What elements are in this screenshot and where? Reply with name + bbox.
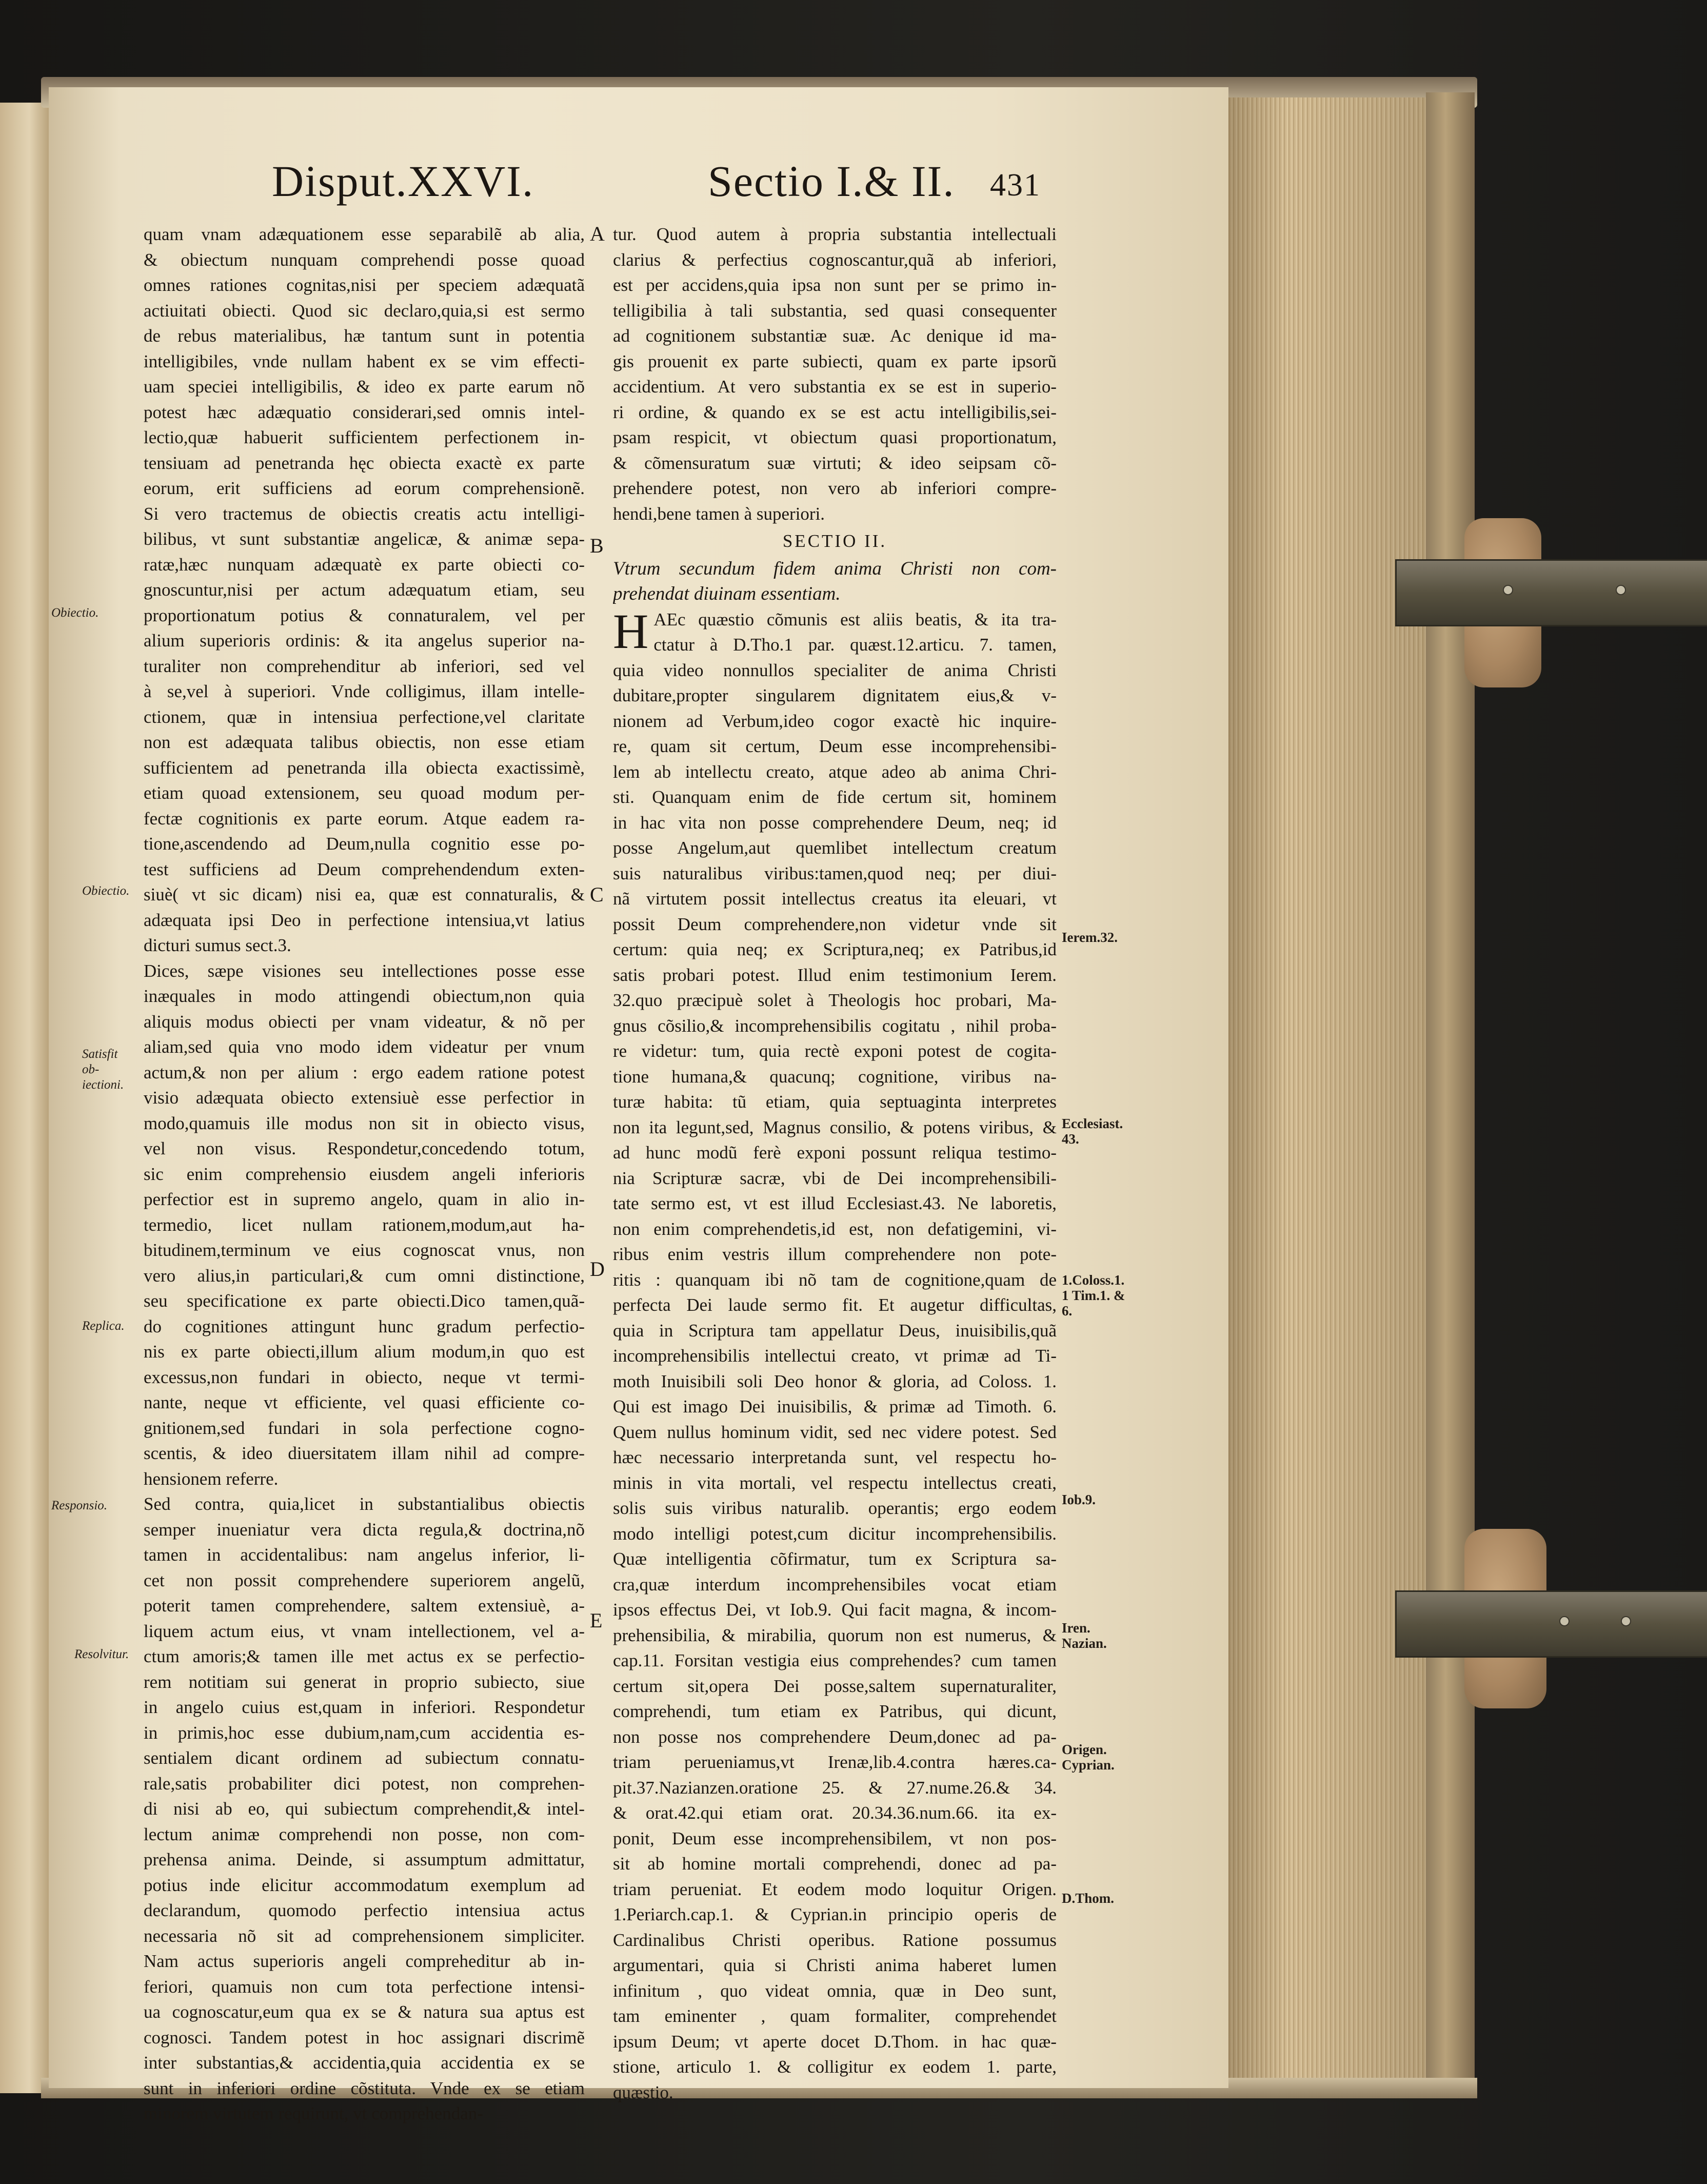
section-body: [613, 603, 1057, 2106]
text-line: gnus cõsilio,& incomprehensibilis cogitatu , nihil proba-: [613, 1015, 1057, 1036]
text-line: nã virtutem possit intellectus creatus ita eleuari, vt: [613, 889, 1057, 909]
text-line: lectio,quæ habuerit sufficientem perfectionem in-: [144, 427, 585, 447]
text-line: est per accidens,quia ipsa non sunt per se primo in-: [613, 275, 1057, 295]
text-line: quam vnam adæquationem esse separabilẽ ab alia,: [144, 224, 585, 244]
text-line: hensionem referre.: [144, 1468, 279, 1489]
text-line: cet non possit comprehendere superiorem angelũ,: [144, 1570, 585, 1590]
text-line: tate sermo est, vt est illud Ecclesiast.43. Ne laboretis,: [613, 1193, 1057, 1213]
text-line: sti. Quanquam enim de fide certum sit, hominem: [613, 787, 1057, 807]
text-line: potius inde elicitur accommodatum exemplum ad: [144, 1875, 585, 1895]
text-line: non est adæquata talibus obiectis, non esse etiam: [144, 732, 585, 752]
drop-capital: H: [613, 603, 649, 659]
text-line: liquem actum eius, vt vnam intellectionem, vel a-: [144, 1621, 585, 1641]
margin-note-right-dthom: D.Thom.: [1062, 1891, 1115, 1906]
question-line: prehendat diuinam essentiam.: [613, 583, 841, 604]
text-line: argumentari, quia si Christi anima haberet lumen: [613, 1955, 1057, 1975]
section-letter-d: D: [590, 1257, 605, 1281]
text-line: ri ordine, & quando ex se est actu intelligibilis,sei-: [613, 402, 1057, 422]
text-line: uam speciei intelligibilis, & ideo ex parte earum nõ: [144, 377, 585, 397]
text-line: tamen in accidentalibus: nam angelus inferior, li-: [144, 1545, 585, 1565]
text-line: perfecta Dei laude sermo fit. Et augetur difficultas,: [613, 1295, 1057, 1315]
text-line: quia video nonnullos specialiter de anima Christi: [613, 660, 1057, 680]
text-line: cap.11. Forsitan vestigia eius comprehendes? cum tamen: [613, 1650, 1057, 1670]
text-line: non posse nos comprehendere Deum,donec ad pa-: [613, 1726, 1057, 1747]
margin-note-right-iren: Iren. Nazian.: [1062, 1620, 1107, 1651]
text-line: poterit tamen comprehendere, saltem extensiuè, a-: [144, 1596, 585, 1616]
text-line: clarius & perfectius cognoscantur,quã ab inferiori,: [613, 249, 1057, 270]
text-line: ctum amoris;& tamen ille met actus ex se perfectio-: [144, 1646, 585, 1666]
text-line: incomprehensibilis intellectui creato, vt primæ ad Ti-: [613, 1346, 1057, 1366]
text-line: feriori, quamuis non cum tota perfectione intensi-: [144, 1976, 585, 1997]
text-line: possit Deum comprehendere,non videtur vnde sit: [613, 914, 1057, 934]
text-line: termedio, licet nullam rationem,modum,aut ha-: [144, 1214, 585, 1235]
text-line: pit.37.Nazianzen.oratione 25. & 27.nume.26.& 34.: [613, 1777, 1057, 1798]
text-line: tensiuam ad penetranda hęc obiecta exactè ex parte: [144, 452, 585, 473]
text-line: sic enim comprehensio eiusdem angeli inferioris: [144, 1164, 585, 1184]
text-line: quia in Scriptura tam appellatur Deus, inuisibilis,quã: [613, 1320, 1057, 1341]
section-letter-a: A: [590, 222, 605, 245]
text-line: sufficientem ad penetranda illa obiecta exactissimè,: [144, 757, 585, 778]
section-heading: SECTIO II.: [782, 531, 887, 551]
text-line: 1.Periarch.cap.1. & Cyprian.in principio operis de: [613, 1904, 1057, 1924]
text-line: nante, neque vt efficiente, vel quasi efficiente co-: [144, 1392, 585, 1412]
text-line: excessus,non fundari in obiecto, neque vt termi-: [144, 1367, 585, 1387]
margin-note-left-6: Resolvitur.: [74, 1647, 129, 1661]
text-line: non ita legunt,sed, Magnus consilio, & potens viribus, &: [613, 1117, 1057, 1137]
text-line: nia Scripturæ sacræ, vbi de Dei incomprehensibili-: [613, 1168, 1057, 1188]
margin-note-left-1: Obiectio.: [51, 606, 99, 620]
text-line: inæquales in modo attingendi obiectum,non quia: [144, 986, 585, 1006]
text-line: in hac vita non posse comprehendere Deum, neq; id: [613, 812, 1057, 833]
question-line: Vtrum secundum fidem anima Christi non com-: [613, 558, 1057, 579]
text-line: ctatur à D.Tho.1 par. quæst.12.articu. 7. tamen,: [653, 635, 1057, 655]
text-line: infinitum , quo videat omnia, quæ in Deo sunt,: [613, 1980, 1057, 2001]
text-line: Nam actus superioris angeli compreheditur ab in-: [144, 1951, 585, 1971]
text-line: & cõmensuratum suæ virtuti; & ideo seipsam cõ-: [613, 452, 1057, 473]
text-line: in primis,hoc esse dubium,nam,cum accidentia es-: [144, 1722, 585, 1743]
text-line: sentialem dicant ordinem ad subiectum connatu-: [144, 1748, 585, 1768]
text-line: bitudinem,terminum ve eius cognoscat vnus, non: [144, 1240, 585, 1260]
text-line: vero alius,in particulari,& cum omni distinctione,: [144, 1265, 585, 1286]
text-line: turaliter non comprehenditur ab inferiori, sed vel: [144, 656, 585, 676]
text-line: omnes rationes cognitas,nisi per speciem adæquatã: [144, 275, 585, 295]
text-line: posse Angelum,aut quemlibet intellectum creatum: [613, 838, 1057, 858]
text-line: visio adæquata obiecto extensiuè esse perfectior in: [144, 1088, 585, 1108]
text-line: de rebus materialibus, hæ tantum sunt in potentia: [144, 326, 585, 346]
page-number: 431: [990, 168, 1041, 203]
text-line: di nisi ab eo, qui subiectum comprehendit,& intel-: [144, 1799, 585, 1819]
left-column-text: [144, 222, 585, 2127]
text-line: aliam,sed quia vno modo idem videatur per vnum: [144, 1037, 585, 1057]
text-line: Sed contra, quia,licet in substantialibus obiectis: [144, 1494, 585, 1514]
text-line: intelligibiles, vnde nullam habent ex se vim effecti-: [144, 351, 585, 371]
text-line: re, quam sit certum, Deum esse incomprehensibi-: [613, 736, 1057, 756]
text-line: cognosci. Tandem potest in hoc assignari discrimẽ: [144, 2027, 585, 2048]
text-line: quæstio.: [613, 2082, 673, 2102]
text-line: prehendere potest, non vero ab inferiori compre-: [613, 478, 1057, 498]
margin-note-left-2: Obiectio.: [82, 884, 130, 898]
text-line: ua cognoscatur,eum qua ex se & natura sua aptus est: [144, 2002, 585, 2022]
margin-note-right-origen: Origen. Cyprian.: [1062, 1742, 1115, 1773]
right-column-text: [613, 222, 1057, 2105]
text-line: declarandum, quomodo perfectio intensiua actus: [144, 1900, 585, 1920]
text-line: hendi,bene tamen à superiori.: [613, 503, 825, 524]
text-line: siuè( vt sic dicam) nisi ea, quæ est connaturalis, &: [144, 884, 585, 904]
margin-note-right-ierem: Ierem.32.: [1062, 930, 1118, 945]
text-line: & orat.42.qui etiam orat. 20.34.36.num.66. ita ex-: [613, 1803, 1057, 1823]
text-line: ratæ,hæc nunquam adæquatè ex parte obiecti co-: [144, 554, 585, 575]
text-line: gnitionem,sed fundari in sola perfectione cogno-: [144, 1418, 585, 1438]
text-line: lem ab intellectu creato, atque adeo ab anima Chri-: [613, 761, 1057, 782]
text-line: vel non visus. Respondetur,concedendo totum,: [144, 1138, 585, 1158]
text-line: actiuitati obiecti. Quod sic declaro,quia,si est sermo: [144, 300, 585, 321]
text-line: gnoscuntur,nisi per actum adæquatum etiam, seu: [144, 580, 585, 600]
text-line: modo,quamuis ille modus non sit in obiecto visus,: [144, 1113, 585, 1133]
text-line: re videtur: tum, quia rectè exponi potest de cogita-: [613, 1041, 1057, 1061]
text-line: potest hæc adæquatio considerari,sed omnis intel-: [144, 402, 585, 422]
text-line: nis ex parte obiecti,illum alium modum,in quo est: [144, 1342, 585, 1362]
text-line: ipsos effectus Dei, vt Iob.9. Qui facit magna, & incom-: [613, 1600, 1057, 1620]
text-line: tur. Quod autem à propria substantia intellectuali: [613, 224, 1057, 244]
text-line: turæ habita: tũ etiam, quia septuaginta interpretes: [613, 1092, 1057, 1112]
text-line: Qui est imago Dei inuisibilis, & primæ ad Timoth. 6.: [613, 1396, 1057, 1416]
text-line: nionem ad Verbum,ideo cogor exactè hic inquire-: [613, 711, 1057, 731]
text-line: adæquata ipsi Deo in perfectione intensiua,vt latius: [144, 910, 585, 930]
text-line: dubitare,propter singularem dignitatem eius,& v-: [613, 685, 1057, 705]
section-letter-b: B: [590, 534, 604, 557]
text-line: ponit, Deum esse incomprehensibilem, vt non pos-: [613, 1828, 1057, 1848]
text-line: Cardinalibus Christi operibus. Ratione possumus: [613, 1930, 1057, 1950]
text-line: necessaria nõ sit ad comprehensionem simpliciter.: [144, 1925, 585, 1946]
text-line: ipsum Deum; vt aperte docet D.Thom. in hac quæ-: [613, 2031, 1057, 2052]
text-line: non enim comprehendetis,id est, non defatigemini, vi-: [613, 1218, 1057, 1239]
text-line: psam respicit, vt obiectum quasi proportionatum,: [613, 427, 1057, 447]
text-line: certum: quia neq; ex Scriptura,neq; ex Patribus,id: [613, 939, 1057, 959]
text-line: ad hunc modũ ferè exponi possunt reliqua testimo-: [613, 1143, 1057, 1163]
section-letter-c: C: [590, 883, 604, 906]
text-line: suis naturalibus viribus:tamen,quod neq; per diui-: [613, 863, 1057, 883]
text-line: hæc necessario interpretanda sunt, vel respectu ho-: [613, 1447, 1057, 1467]
text-line: Quem nullus hominum vidit, sed nec videre potest. Sed: [613, 1422, 1057, 1442]
text-line: tione,ascendendo ad Deum,nulla cognitio esse po-: [144, 834, 585, 854]
text-line: perfectior est in supremo angelo, quam in alio in-: [144, 1189, 585, 1209]
text-line: stione, articulo 1. & colligitur ex eodem 1. parte,: [613, 2057, 1057, 2077]
binding-edge: [1426, 92, 1475, 2093]
text-line: triam perueniat. Et eodem modo loquitur Origen.: [613, 1879, 1057, 1899]
text-line: ad cognitionem substantiæ suæ. Ac denique id ma-: [613, 326, 1057, 346]
margin-note-right-iob: Iob.9.: [1062, 1492, 1096, 1507]
text-line: ritis : quanquam ibi nõ tam de cognitione,quam de: [613, 1269, 1057, 1290]
left-page-edge: [0, 103, 50, 2093]
margin-note-right-coloss: 1.Coloss.1. 1 Tim.1. & 6.: [1062, 1272, 1125, 1319]
text-line: 32.quo præcipuè solet à Theologis hoc probari, Ma-: [613, 990, 1057, 1010]
text-line: certum sit,opera Dei posse,saltem supernaturaliter,: [613, 1676, 1057, 1696]
text-line: gis prouenit ex parte subiecti, quam ex parte ipsorũ: [613, 351, 1057, 371]
text-line: minis in vita mortali, vel respectu intellectus creati,: [613, 1472, 1057, 1493]
text-line: test sufficiens ad Deum comprehendendum exten-: [144, 859, 585, 879]
margin-note-left-3: Satisfit ob-iectioni.: [82, 1047, 124, 1092]
text-line: actum,& non per alium : ergo eadem ratione potest: [144, 1062, 585, 1083]
text-line: scentis, & ideo diuersitatem illam nihil ad compre-: [144, 1443, 585, 1463]
text-line: eorum, erit sufficiens ad eorum comprehensionẽ.: [144, 478, 585, 498]
text-line: AEc quæstio cõmunis est aliis beatis, & ita tra-: [653, 609, 1057, 629]
text-line: sit ab homine mortali comprehendi, donec ad pa-: [613, 1854, 1057, 1874]
text-line: minorem virtutem requirunt, vt comprehendan-: [144, 2103, 483, 2123]
section-question: [613, 556, 1057, 607]
text-line: accidentium. At vero substantia ex se est in superio-: [613, 377, 1057, 397]
text-line: bilibus, vt sunt substantiæ angelicæ, & animæ sepa-: [144, 529, 585, 549]
text-line: proportionatum potius & connaturalem, vel per: [144, 605, 585, 625]
text-line: prehensibilia, & mirabilia, quorum non est numerus, &: [613, 1625, 1057, 1645]
text-line: à se,vel à superiori. Vnde colligimus, illam intelle-: [144, 681, 585, 701]
text-line: sunt in inferiori ordine cõstituta. Vnde ex se etiam: [144, 2078, 585, 2098]
text-line: lectum animæ comprehendi non posse, non com-: [144, 1824, 585, 1844]
text-line: alium superioris ordinis: & ita angelus superior na-: [144, 631, 585, 651]
text-line: seu specificatione ex parte obiecti.Dico tamen,quã-: [144, 1291, 585, 1311]
text-line: telligibilia à tali substantia, sed quasi consequenter: [613, 300, 1057, 321]
text-line: tione humana,& quacunq; cognitione, viribus na-: [613, 1066, 1057, 1087]
text-line: Si vero tractemus de obiectis creatis actu intelligi-: [144, 503, 585, 524]
text-line: prehensa anima. Deinde, si assumptum admittatur,: [144, 1849, 585, 1870]
text-line: ribus enim vestris illum comprehendere non pote-: [613, 1244, 1057, 1264]
text-line: solis suis viribus naturalib. operantis; ergo eodem: [613, 1498, 1057, 1518]
text-line: moth Inuisibili soli Deo honor & gloria, ad Coloss. 1.: [613, 1371, 1057, 1391]
text-line: comprehendi, tum etiam ex Patribus, qui dicunt,: [613, 1701, 1057, 1721]
margin-note-left-5: Responsio.: [51, 1499, 108, 1512]
margin-note-right-eccl: Ecclesiast. 43.: [1062, 1116, 1123, 1147]
text-line: aliquis modus obiecti per vnam videatur, & nõ per: [144, 1011, 585, 1032]
text-line: in angelo cuius est,quam in inferiori. Respondetur: [144, 1697, 585, 1717]
text-line: inter substantias,& accidentia,quia accidentia ex se: [144, 2053, 585, 2073]
running-header-disputation: Disput.XXVI.: [272, 156, 534, 206]
text-line: triam perueniamus,vt Irenæ,lib.4.contra hæres.ca-: [613, 1752, 1057, 1772]
section-letter-e: E: [590, 1609, 603, 1632]
text-line: modo intelligi potest,cum dicitur incomprehensibilis.: [613, 1523, 1057, 1544]
text-line: fectæ cognitionis ex parte eorum. Atque eadem ra-: [144, 808, 585, 829]
text-line: semper inueniatur vera dicta regula,& doctrina,nõ: [144, 1519, 585, 1540]
text-line: rale,satis probabiliter dici potest, non comprehen-: [144, 1773, 585, 1794]
right-column-top-paragraph: [613, 222, 1057, 526]
text-line: Quæ intelligentia cõfirmatur, tum ex Scriptura sa-: [613, 1549, 1057, 1569]
text-line: etiam quoad extensionem, seu quoad modum per-: [144, 783, 585, 803]
text-line: Dices, sæpe visiones seu intellectiones posse esse: [144, 960, 585, 981]
text-line: ctionem, quæ in intensiua perfectione,vel claritate: [144, 706, 585, 727]
margin-note-left-4: Replica.: [82, 1319, 125, 1333]
text-line: dicturi sumus sect.3.: [144, 935, 291, 955]
text-line: rem notitiam sui generat in proprio subiecto, siue: [144, 1671, 585, 1692]
text-line: satis probari potest. Illud enim testimonium Ierem.: [613, 965, 1057, 985]
text-line: cra,quæ interdum incomprehensibiles vocat etiam: [613, 1574, 1057, 1595]
text-line: tam eminenter , quam formaliter, comprehendet: [613, 2006, 1057, 2026]
text-line: do cognitiones attingunt hunc gradum perfectio-: [144, 1316, 585, 1336]
text-line: & obiectum nunquam comprehendi posse quoad: [144, 249, 585, 270]
running-header-section: Sectio I.& II.: [708, 156, 955, 206]
